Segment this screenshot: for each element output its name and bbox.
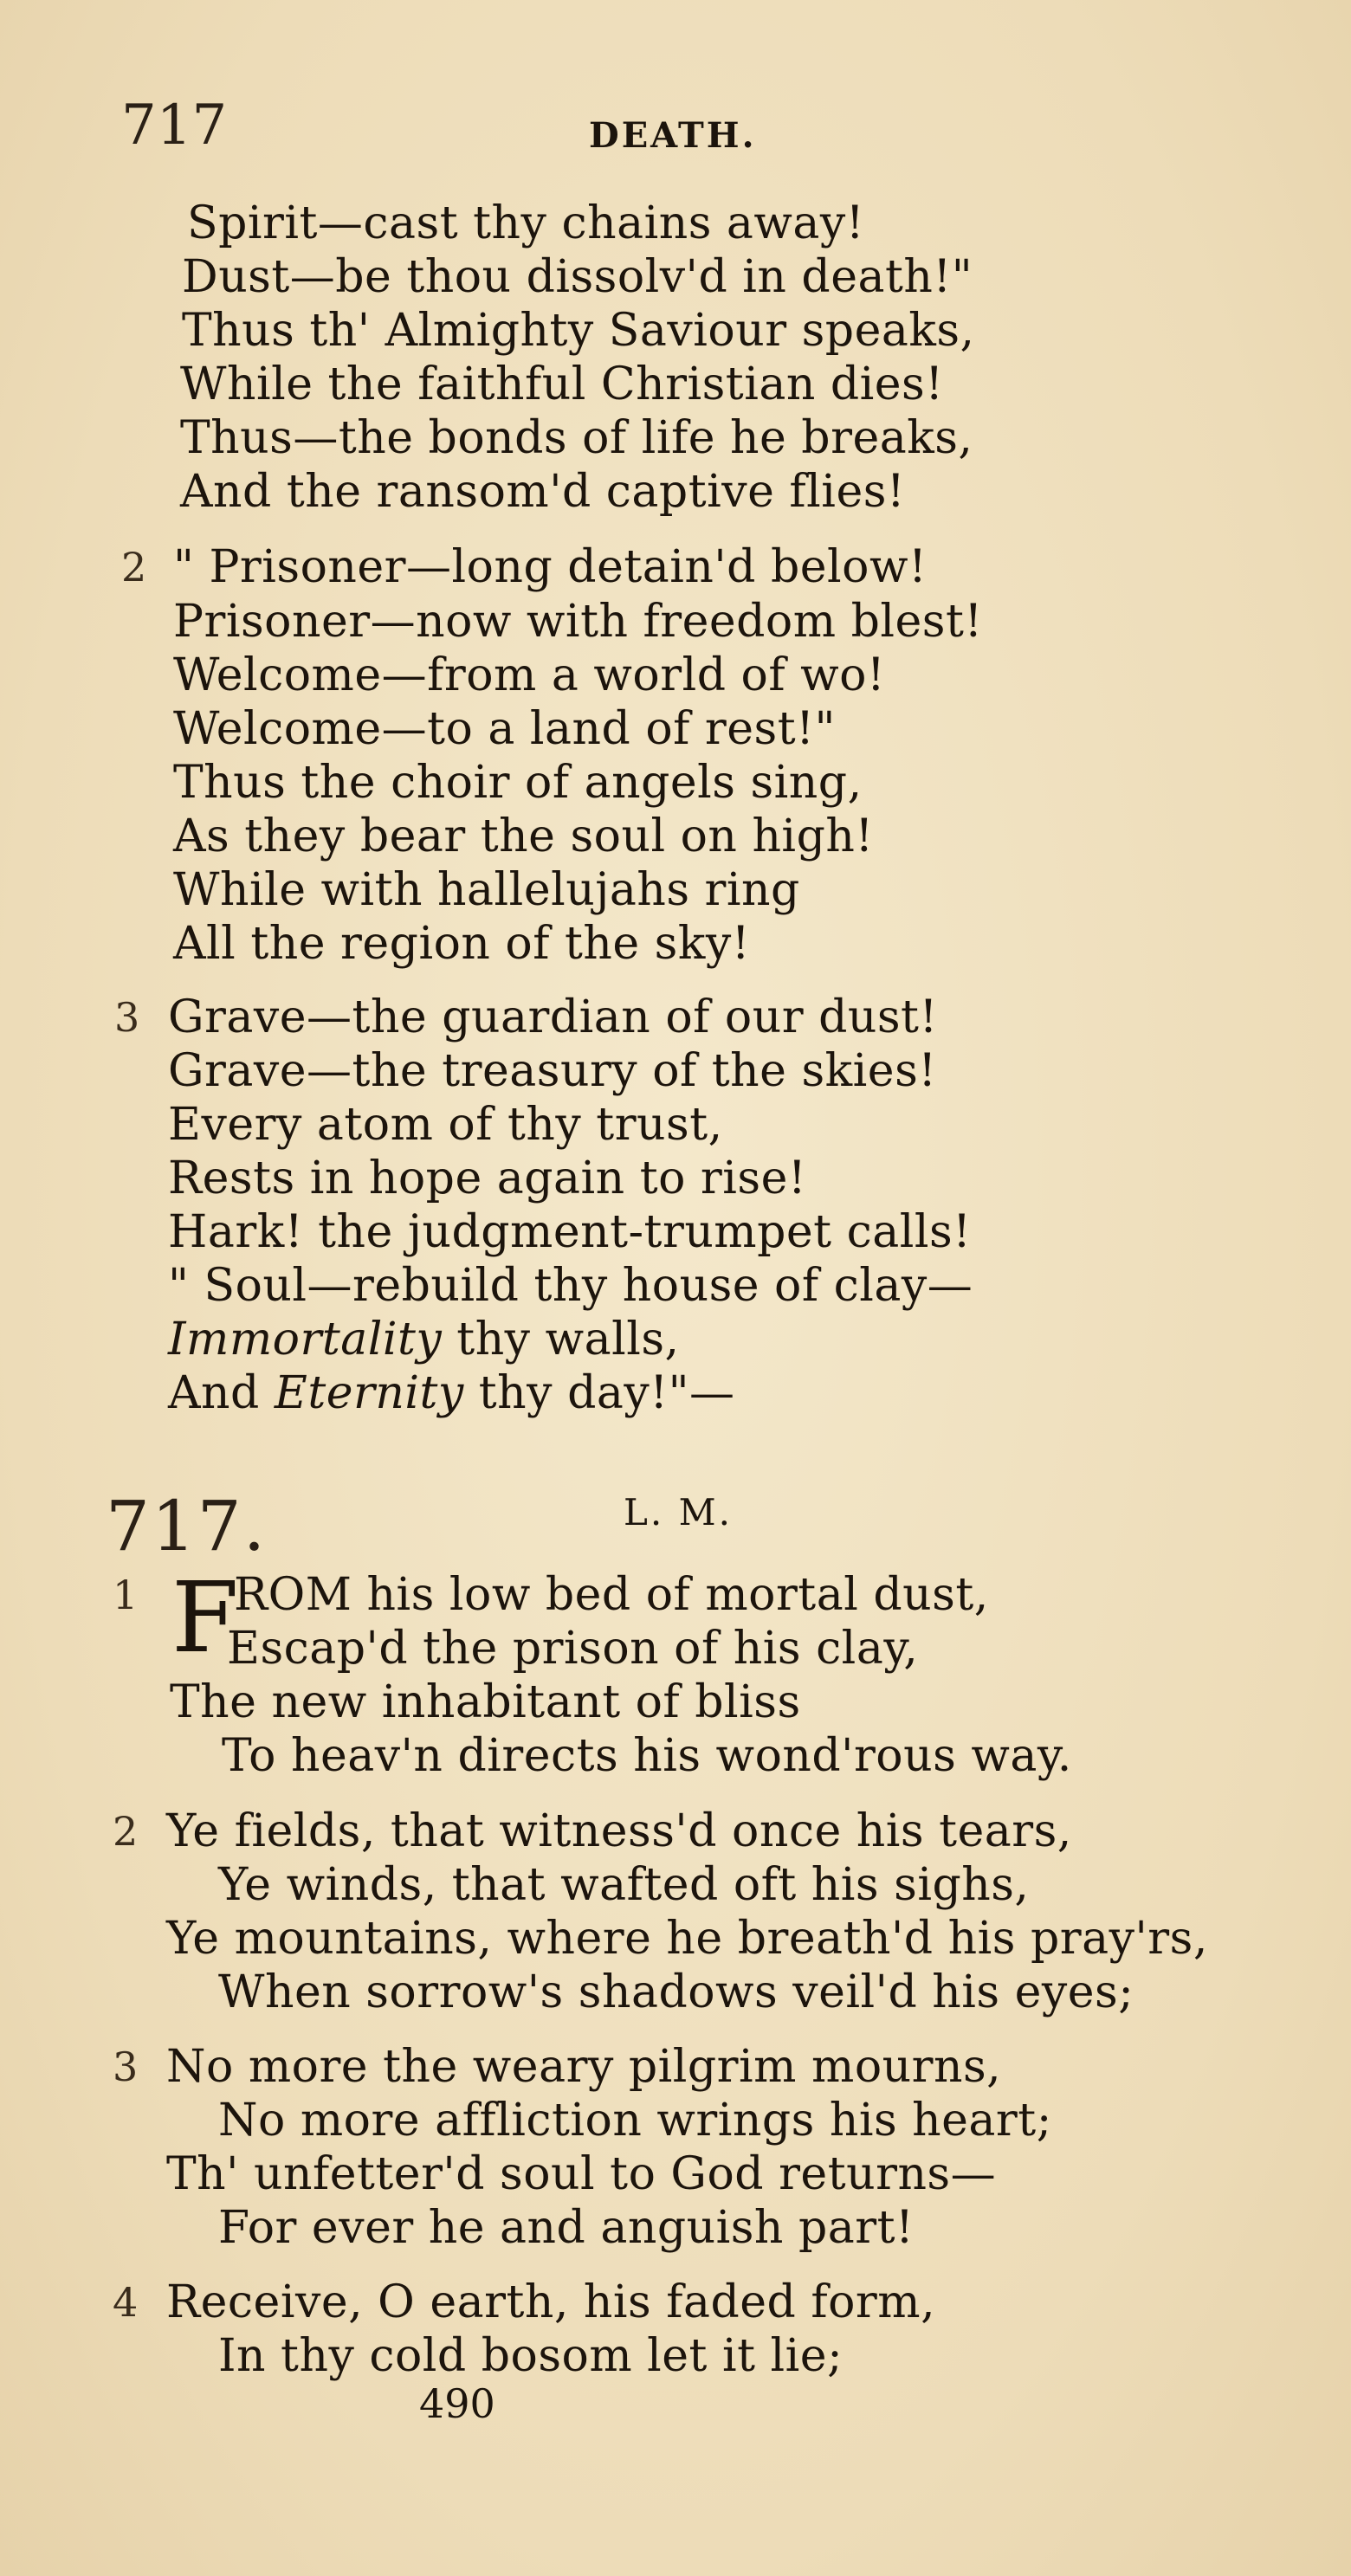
verse-line: While with hallelujahs ring <box>173 864 800 916</box>
stanza-number: 3 <box>114 994 140 1041</box>
verse-line: ROM his low bed of mortal dust, <box>234 1569 989 1621</box>
verse-line <box>168 1367 735 1419</box>
running-hymn-number: 717 <box>121 94 228 158</box>
page-number: 490 <box>419 2380 495 2427</box>
verse-line: In thy cold bosom let it lie; <box>218 2330 844 2382</box>
verse-line: Welcome—to a land of rest!" <box>173 703 836 755</box>
verse-text: thy walls, <box>442 1314 680 1365</box>
section-title: DEATH. <box>589 115 757 156</box>
verse-line: Hark! the judgment-trumpet calls! <box>168 1206 972 1258</box>
drop-cap: F <box>171 1562 239 1675</box>
verse-line: Ye winds, that wafted oft his sighs, <box>218 1859 1030 1911</box>
verse-line: Thus—the bonds of life he breaks, <box>180 412 973 464</box>
stanza-number: 2 <box>121 544 147 591</box>
verse-line: For ever he and anguish part! <box>218 2202 915 2254</box>
verse-line: All the region of the sky! <box>173 918 751 970</box>
verse-line: The new inhabitant of bliss <box>170 1676 801 1728</box>
verse-line: Every atom of thy trust, <box>168 1099 723 1151</box>
verse-line: Spirit—cast thy chains away! <box>187 197 865 249</box>
verse-line: As they bear the soul on high! <box>173 810 874 862</box>
verse-line: Grave—the guardian of our dust! <box>168 991 938 1043</box>
verse-line <box>168 1314 680 1365</box>
verse-line: Ye fields, that witness'd once his tears, <box>166 1805 1072 1857</box>
italic-word: Eternity <box>274 1367 464 1419</box>
italic-word: Immortality <box>168 1314 443 1365</box>
verse-line: Receive, O earth, his faded form, <box>166 2276 936 2328</box>
verse-text: And <box>168 1367 275 1419</box>
verse-line: When sorrow's shadows veil'd his eyes; <box>218 1966 1134 2018</box>
verse-line: Prisoner—now with freedom blest! <box>173 596 983 648</box>
verse-line: " Soul—rebuild thy house of clay— <box>168 1260 973 1312</box>
stanza-number: 2 <box>113 1808 139 1855</box>
stanza-number: 4 <box>113 2279 139 2326</box>
verse-line: While the faithful Christian dies! <box>180 358 944 410</box>
verse-line: Welcome—from a world of wo! <box>173 649 886 701</box>
hymn-number: 717. <box>106 1486 268 1566</box>
verse-line: Rests in hope again to rise! <box>168 1152 807 1204</box>
verse-line: Th' unfetter'd soul to God returns— <box>166 2148 997 2200</box>
verse-line: And the ransom'd captive flies! <box>180 466 906 518</box>
verse-line: No more affliction wrings his heart; <box>218 2095 1052 2147</box>
hymn-meter: L. M. <box>624 1491 733 1533</box>
verse-line: Dust—be thou dissolv'd in death!" <box>182 251 973 303</box>
verse-line: Escap'd the prison of his clay, <box>227 1623 919 1675</box>
verse-line: To heav'n directs his wond'rous way. <box>222 1730 1072 1782</box>
verse-line: Grave—the treasury of the skies! <box>168 1045 937 1097</box>
verse-line: " Prisoner—long detain'd below! <box>173 541 928 593</box>
verse-line: Ye mountains, where he breath'd his pray'rs, <box>166 1913 1208 1965</box>
verse-line: No more the weary pilgrim mourns, <box>166 2041 1002 2093</box>
verse-line: Thus th' Almighty Saviour speaks, <box>182 305 975 357</box>
stanza-number: 1 <box>113 1572 139 1618</box>
verse-line: Thus the choir of angels sing, <box>173 757 863 809</box>
verse-text: thy day!"— <box>463 1367 735 1419</box>
stanza-number: 3 <box>113 2043 139 2090</box>
